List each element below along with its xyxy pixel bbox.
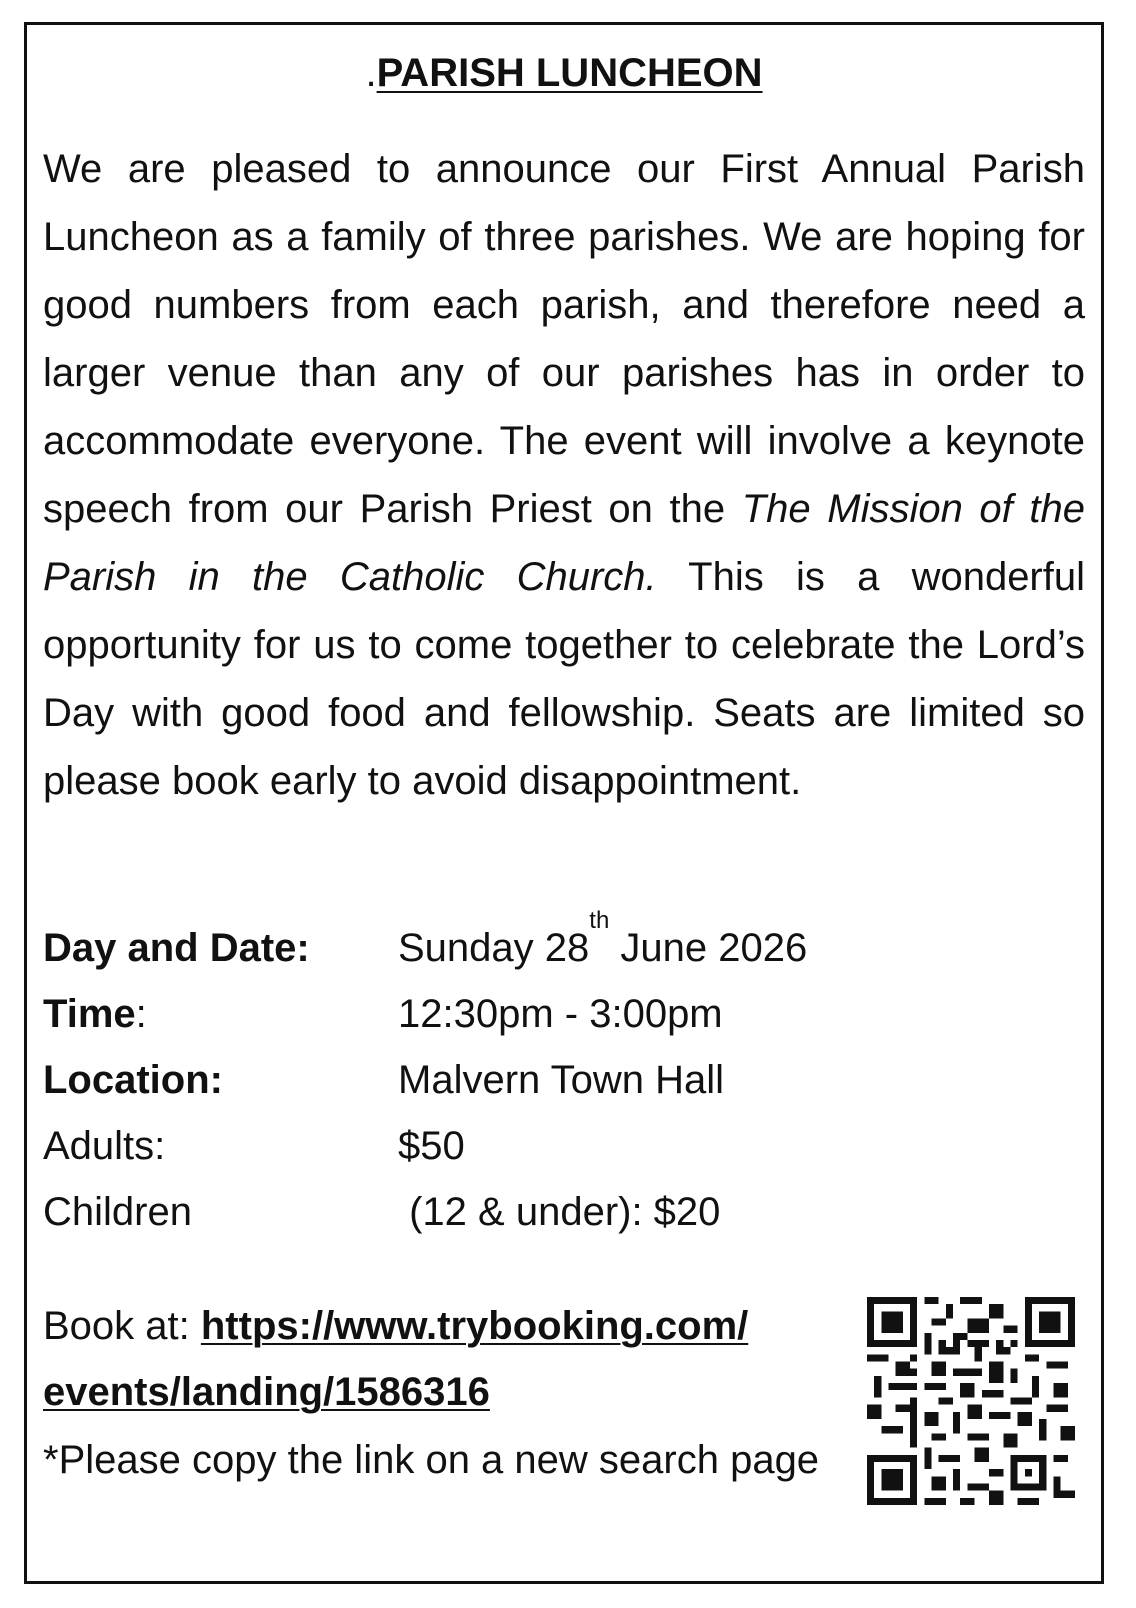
date-value-day: Sunday 28 (398, 926, 590, 970)
booking-line (43, 1293, 863, 1425)
detail-row-adults (43, 1113, 807, 1179)
page-title (27, 47, 1101, 99)
adults-label: Adults: (43, 1124, 166, 1168)
children-label: Children (43, 1190, 192, 1234)
time-label-colon: : (135, 992, 147, 1036)
announcement-closing: This is a wonderful opportunity for us to come together to celebrate the Lord’s Day with good food and fellowship. Seats are limited so please book early to avoid disappointment. (43, 555, 1085, 803)
time-value: 12:30pm - 3:00pm (398, 992, 723, 1036)
title-text: PARISH LUNCHEON (376, 51, 763, 95)
booking-prefix: Book at: (43, 1304, 201, 1348)
date-value (398, 907, 808, 981)
detail-row-date (43, 907, 808, 981)
date-ordinal: th (589, 907, 610, 934)
announcement-intro: We are pleased to announce our First Annual Parish Luncheon as a family of three parishes. We are hoping for good numbers from each parish, and therefore need a larger venue than any of our parishes has in order to accommodate everyone. The event will involve a keynote speech from our Parish Priest on the (43, 147, 1085, 531)
title-lead: . (365, 51, 377, 95)
event-details (43, 907, 808, 1245)
adults-price: $50 (398, 1124, 465, 1168)
date-label: Day and Date: (43, 926, 310, 970)
detail-row-location (43, 1047, 807, 1113)
detail-row-time (43, 981, 807, 1047)
announcement-paragraph (43, 135, 1085, 815)
detail-row-children (43, 1179, 807, 1245)
time-label-text: Time (43, 992, 136, 1036)
children-price: (12 & under): $20 (398, 1190, 721, 1234)
location-value: Malvern Town Hall (398, 1058, 725, 1102)
qr-code-icon (867, 1297, 1075, 1505)
location-label: Location: (43, 1058, 223, 1102)
booking-link[interactable]: https://www.trybooking.com/ events/landing/1586316 (43, 1304, 749, 1414)
date-value-month: June 2026 (609, 926, 808, 970)
time-label (43, 981, 398, 1047)
booking-note: *Please copy the link on a new search page (43, 1438, 820, 1482)
notice-frame (24, 22, 1104, 1584)
keynote-title: The Mission of the Parish in the Catholic Church. (43, 487, 1085, 599)
